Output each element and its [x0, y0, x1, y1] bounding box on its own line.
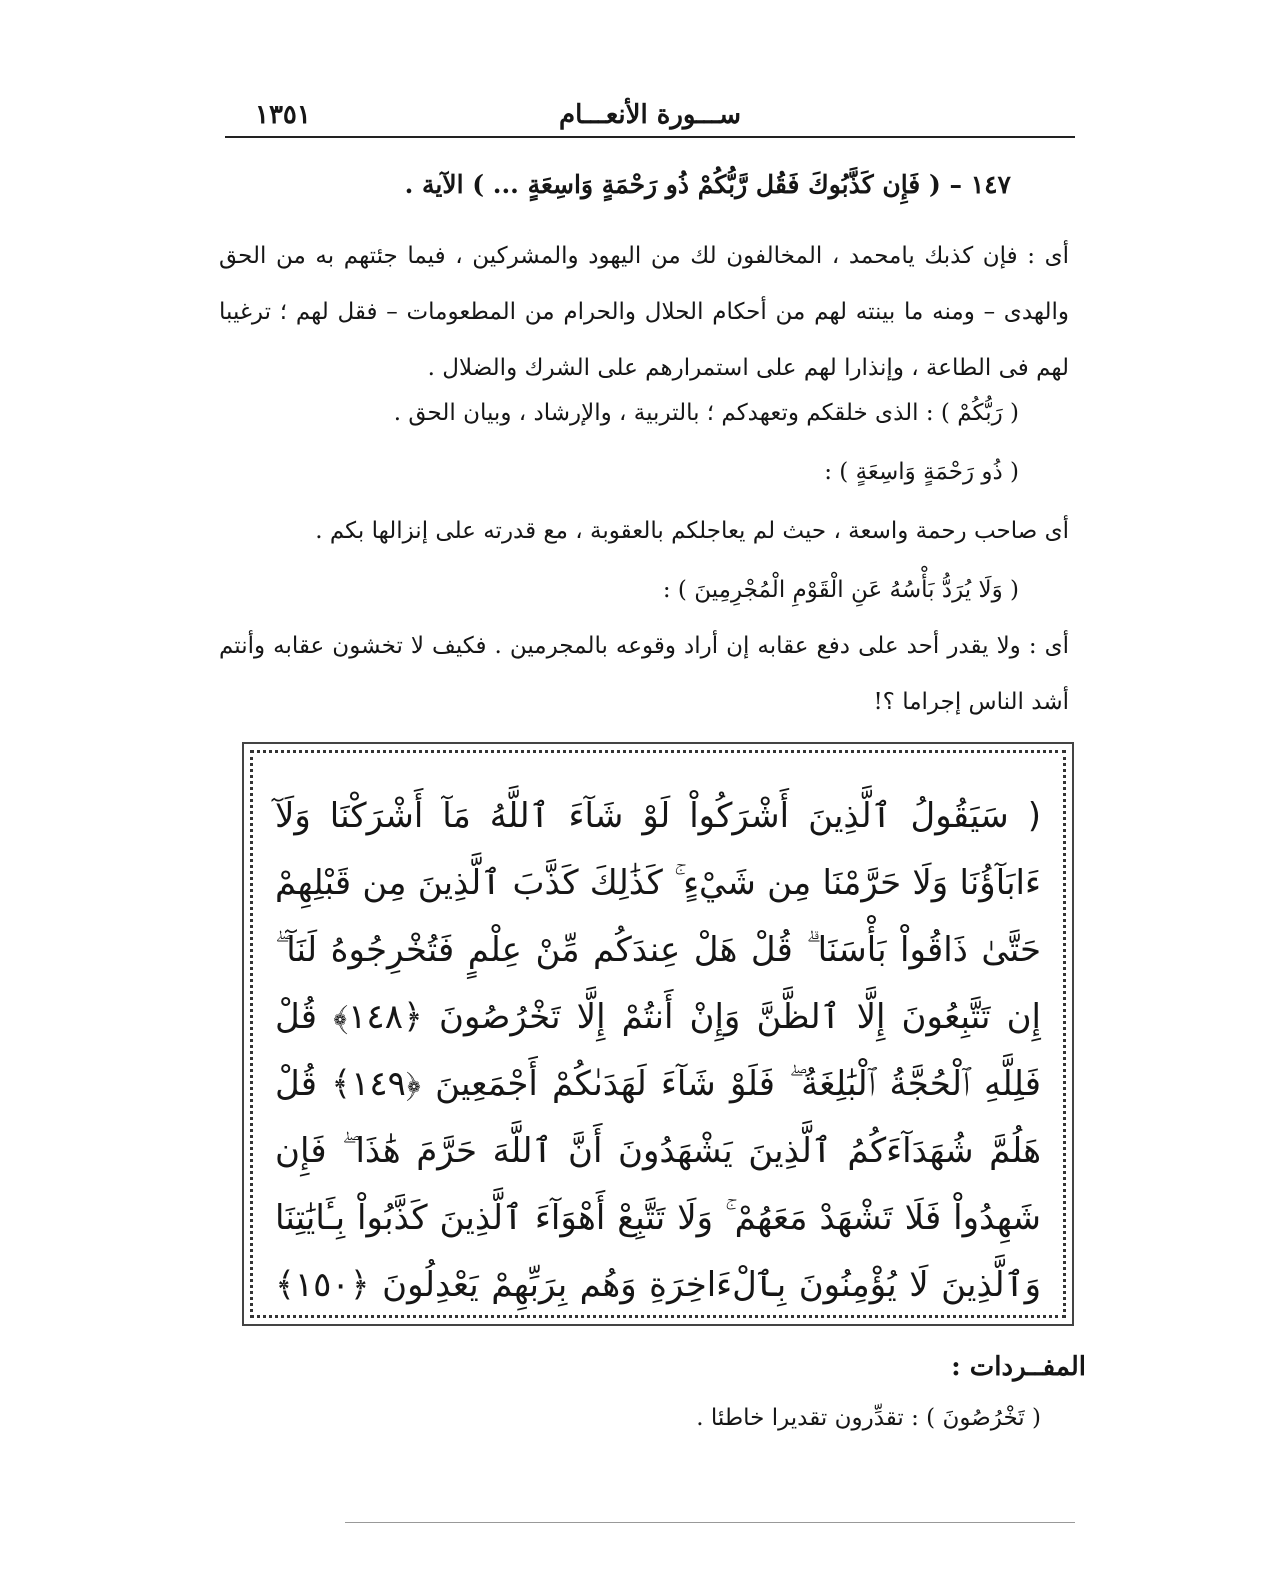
gloss-dhu-rahma: ( ذُو رَحْمَةٍ وَاسِعَةٍ ) :: [824, 459, 1019, 485]
quran-passage-frame: [250, 750, 1066, 1318]
paragraph-2: أى صاحب رحمة واسعة ، حيث لم يعاجلكم بالعقوبة ، مع قدرته على إنزالها بكم .: [315, 518, 1069, 544]
gloss-wala-yuraddu: ( وَلَا يُرَدُّ بَأْسُهُ عَنِ الْقَوْمِ الْمُجْرِمِينَ ) :: [662, 577, 1019, 603]
footer-divider: [345, 1522, 1075, 1523]
quran-passage-text: ( سَيَقُولُ ٱلَّذِينَ أَشْرَكُواْ لَوْ شَآءَ ٱللَّهُ مَآ أَشْرَكْنَا وَلَآ ءَابَآؤُنَا وَلَا حَرَّمْنَا مِن شَيْءٍ ۚ كَذَٰلِكَ كَذَّبَ ٱلَّذِينَ مِن قَبْلِهِمْ حَتَّىٰ ذَاقُواْ بَأْسَنَا ۗ قُلْ هَلْ عِندَكُم مِّنْ عِلْمٍ فَتُخْرِجُوهُ لَنَآ ۖ إِن تَتَّبِعُونَ إِلَّا ٱلظَّنَّ وَإِنْ أَنتُمْ إِلَّا تَخْرُصُونَ ﴿١٤٨﴾ قُلْ فَلِلَّهِ ٱلْحُجَّةُ ٱلْبَٰلِغَةُ ۖ فَلَوْ شَآءَ لَهَدَىٰكُمْ أَجْمَعِينَ ﴿١٤٩﴾ قُلْ هَلُمَّ شُهَدَآءَكُمُ ٱلَّذِينَ يَشْهَدُونَ أَنَّ ٱللَّهَ حَرَّمَ هَٰذَا ۖ فَإِن شَهِدُواْ فَلَا تَشْهَدْ مَعَهُمْ ۚ وَلَا تَتَّبِعْ أَهْوَآءَ ٱلَّذِينَ كَذَّبُواْ بِـَٔايَٰتِنَا وَٱلَّذِينَ لَا يُؤْمِنُونَ بِٱلْءَاخِرَةِ وَهُم بِرَبِّهِمْ يَعْدِلُونَ ﴿١٥٠﴾: [275, 796, 1041, 1305]
surah-title: ســـورة الأنعـــام: [559, 100, 741, 130]
vocabulary-item: ( تَخْرُصُونَ ) : تقدِّرون تقديرا خاطئا .: [696, 1405, 1041, 1431]
verse-heading: ١٤٧ – ( فَإِن كَذَّبُوكَ فَقُل رَّبُّكُمْ ذُو رَحْمَةٍ وَاسِعَةٍ ... ) الآية .: [404, 170, 1011, 199]
page-header: [225, 96, 1075, 138]
paragraph-1: أى : فإن كذبك يامحمد ، المخالفون لك من اليهود والمشركين ، فيما جئتهم به من الحق والهدى – ومنه ما بينته لهم من أحكام الحلال والحرام من المطعومات – فقل لهم ؛ ترغيبا لهم فى الطاعة ، وإنذارا لهم على استمرارهم على الشرك والضلال .: [219, 243, 1069, 381]
gloss-rabbukum: ( رَبُّكُمْ ) : الذى خلقكم وتعهدكم ؛ بالتربية ، والإرشاد ، وبيان الحق .: [393, 400, 1019, 426]
vocabulary-title: المفــردات :: [951, 1352, 1086, 1382]
page-number: ١٣٥١: [255, 100, 311, 130]
paragraph-3: أى : ولا يقدر أحد على دفع عقابه إن أراد وقوعه بالمجرمين . فكيف لا تخشون عقابه وأنتم أشد الناس إجراما ؟!: [219, 633, 1069, 715]
